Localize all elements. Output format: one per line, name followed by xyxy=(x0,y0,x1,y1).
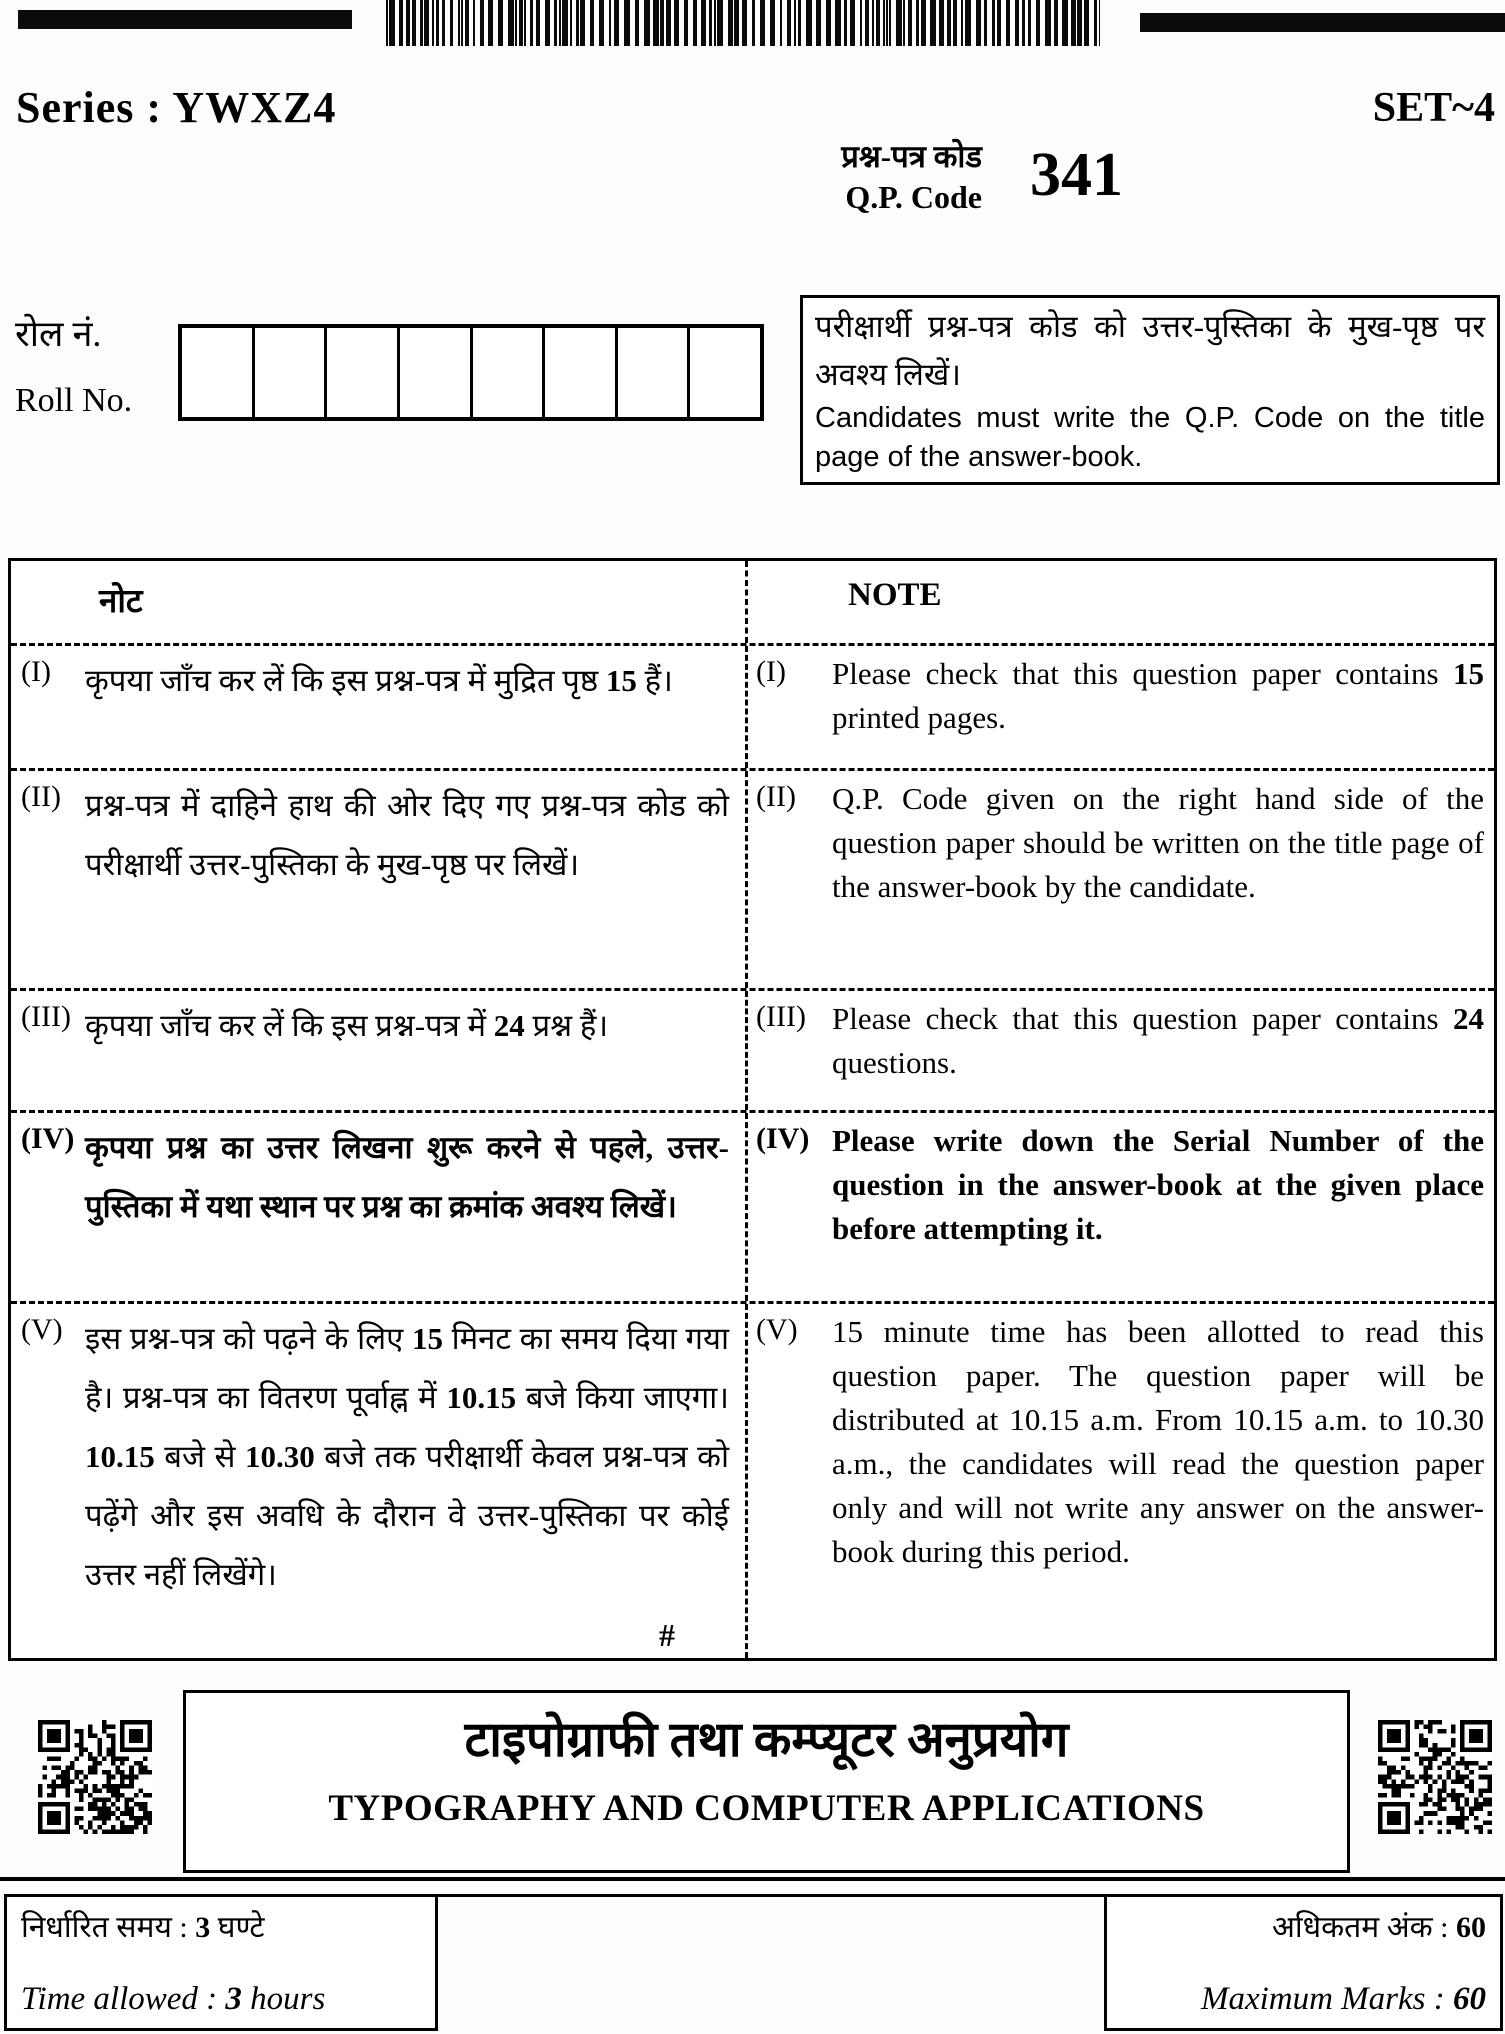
time-allowed-hindi: निर्धारित समय : 3 घण्टे xyxy=(21,1911,265,1944)
subject-title-box xyxy=(183,1690,1350,1873)
note-cell-english xyxy=(748,1304,1494,1658)
maximum-marks-box xyxy=(1104,1894,1503,2031)
roll-digit-box xyxy=(470,328,543,417)
roll-digit-box xyxy=(615,328,688,417)
qp-code-label-english: Q.P. Code xyxy=(845,178,982,215)
set-label: SET~4 xyxy=(1372,85,1495,131)
row-text-hindi: इस प्रश्न-पत्र को पढ़ने के लिए 15 मिनट का समय दिया गया है। प्रश्न-पत्र का वितरण पूर्वाह्न में 10.15 बजे किया जाएगा। 10.15 बजे से 10.30 बजे तक परीक्षार्थी केवल प्रश्न-पत्र को पढ़ेंगे और इस अवधि के दौरान वे उत्तर-पुस्तिका पर कोई उत्तर नहीं लिखेंगे। xyxy=(85,1321,729,1592)
qr-code-left-icon xyxy=(38,1720,152,1834)
subject-title-english: TYPOGRAPHY AND COMPUTER APPLICATIONS xyxy=(328,1788,1205,1829)
row-text-hindi: कृपया जाँच कर लें कि इस प्रश्न-पत्र में 24 प्रश्न हैं। xyxy=(85,1008,609,1043)
roll-digit-box xyxy=(397,328,470,417)
note-table-row xyxy=(11,643,1494,768)
note-cell-hindi xyxy=(11,1304,748,1658)
footer-strip xyxy=(4,1894,1503,2031)
row-text-english: 15 minute time has been allotted to read this question paper. The question paper will be distributed at 10.15 a.m. From 10.15 a.m. to 10.30 a.m., the candidates will read the question paper only and will not write any answer on the answer-book during this period. xyxy=(832,1314,1484,1570)
row-number: (II) xyxy=(756,780,796,813)
row-number: (IV) xyxy=(756,1122,810,1155)
row-number: (I) xyxy=(21,655,51,688)
note-cell-english xyxy=(748,646,1494,768)
time-allowed-english: Time allowed : 3 hours xyxy=(21,1981,326,2017)
note-cell-english xyxy=(748,1113,1494,1301)
note-cell-hindi xyxy=(11,1113,748,1301)
roll-digit-box xyxy=(687,328,760,417)
row-number: (V) xyxy=(756,1313,798,1346)
hash-mark: # xyxy=(659,1617,675,1653)
qp-code-label-hindi: प्रश्न-पत्र कोड xyxy=(841,139,982,174)
roll-number-label-english: Roll No. xyxy=(15,382,133,419)
row-number: (IV) xyxy=(21,1122,75,1155)
time-allowed-box xyxy=(4,1894,438,2031)
row-number: (III) xyxy=(756,1000,806,1033)
note-table-header-row xyxy=(11,561,1494,643)
note-cell-english xyxy=(748,991,1494,1110)
roll-number-boxes xyxy=(178,324,764,421)
notice-text-english: Candidates must write the Q.P. Code on the title page of the answer-book. xyxy=(815,402,1485,474)
qp-code-notice-box xyxy=(800,295,1500,485)
note-cell-hindi xyxy=(11,771,748,988)
note-table-row xyxy=(11,768,1494,988)
footer-connector-line xyxy=(438,1894,1104,2031)
divider-rule xyxy=(0,1877,1505,1881)
roll-digit-box xyxy=(324,328,397,417)
row-text-hindi: कृपया प्रश्न का उत्तर लिखना शुरू करने से पहले, उत्तर-पुस्तिका में यथा स्थान पर प्रश्न का क्रमांक अवश्य लिखें। xyxy=(85,1130,729,1224)
row-text-english: Please check that this question paper contains 15 printed pages. xyxy=(832,656,1484,736)
corner-mark-left-icon xyxy=(18,10,352,29)
note-cell-hindi xyxy=(11,646,748,768)
note-table-row xyxy=(11,1110,1494,1301)
note-table-row xyxy=(11,988,1494,1110)
roll-number-label-hindi: रोल नं. xyxy=(15,314,102,354)
notice-text-hindi: परीक्षार्थी प्रश्न-पत्र कोड को उत्तर-पुस्तिका के मुख-पृष्ठ पर अवश्य लिखें। xyxy=(815,309,1485,393)
row-number: (V) xyxy=(21,1313,63,1346)
row-number: (II) xyxy=(21,780,61,813)
roll-digit-box xyxy=(252,328,325,417)
roll-digit-box xyxy=(542,328,615,417)
qp-code-value: 341 xyxy=(1030,141,1123,209)
note-cell-hindi xyxy=(11,991,748,1110)
barcode-icon xyxy=(386,0,1100,46)
note-header-hindi: नोट xyxy=(11,561,748,643)
corner-mark-right-icon xyxy=(1140,13,1505,32)
row-text-english: Please write down the Serial Number of the question in the answer-book at the given place before attempting it. xyxy=(832,1123,1484,1247)
qr-code-right-icon xyxy=(1378,1720,1492,1834)
row-number: (III) xyxy=(21,1000,71,1033)
note-cell-english xyxy=(748,771,1494,988)
row-number: (I) xyxy=(756,655,786,688)
row-text-english: Q.P. Code given on the right hand side of the question paper should be written on the title page of the answer-book by the candidate. xyxy=(832,781,1484,905)
maximum-marks-english: Maximum Marks : 60 xyxy=(1200,1981,1486,2017)
note-table-row xyxy=(11,1301,1494,1658)
row-text-hindi: प्रश्न-पत्र में दाहिने हाथ की ओर दिए गए प्रश्न-पत्र कोड को परीक्षार्थी उत्तर-पुस्तिका के मुख-पृष्ठ पर लिखें। xyxy=(85,788,729,882)
note-table xyxy=(8,558,1497,1661)
roll-digit-box xyxy=(182,328,252,417)
subject-title-hindi: टाइपोग्राफी तथा कम्प्यूटर अनुप्रयोग xyxy=(464,1712,1069,1767)
note-header-english: NOTE xyxy=(848,577,942,613)
row-text-english: Please check that this question paper contains 24 questions. xyxy=(832,1001,1484,1081)
series-label: Series : YWXZ4 xyxy=(16,83,337,132)
row-text-hindi: कृपया जाँच कर लें कि इस प्रश्न-पत्र में मुद्रित पृष्ठ 15 हैं। xyxy=(85,663,673,698)
maximum-marks-hindi: अधिकतम अंक : 60 xyxy=(1271,1911,1486,1944)
qp-code-block xyxy=(770,138,1123,217)
